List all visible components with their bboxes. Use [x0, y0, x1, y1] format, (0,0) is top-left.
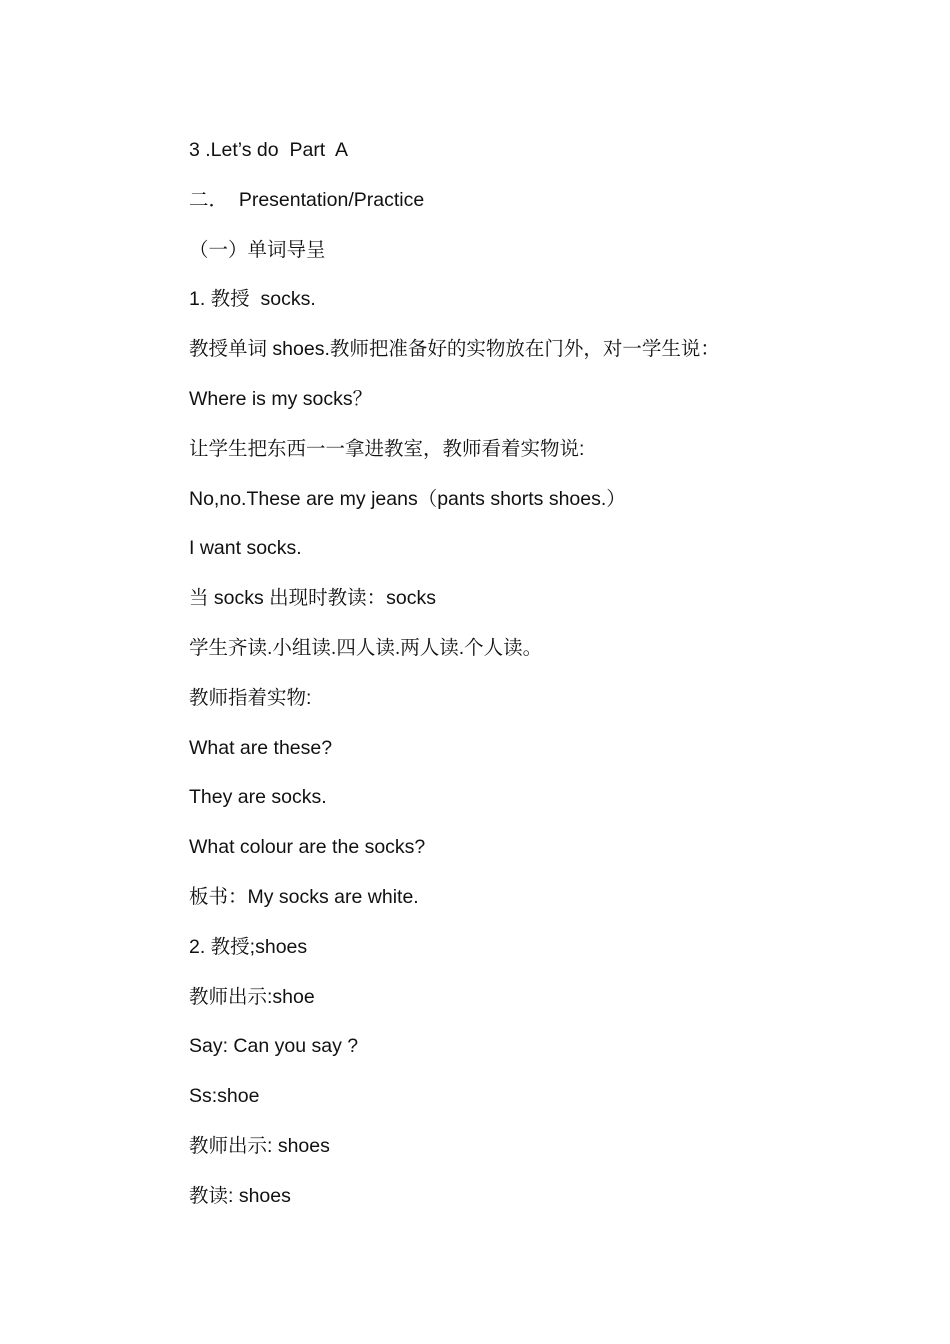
text-line: 教师出示:shoe — [189, 985, 315, 1008]
text-line: 学生齐读.小组读.四人读.两人读.个人读。 — [189, 636, 543, 659]
text-line: They are socks. — [189, 786, 327, 809]
text-line: What colour are the socks? — [189, 836, 426, 859]
text-line: （一）单词导呈 — [189, 238, 326, 261]
text-line: Say: Can you say ? — [189, 1035, 359, 1058]
text-line: Where is my socks？ — [189, 387, 373, 410]
text-line: 当 socks 出现时教读：socks — [189, 587, 437, 610]
document-body — [189, 136, 889, 1232]
text-line: 教授单词 shoes.教师把准备好的实物放在门外，对一学生说： — [189, 338, 720, 361]
text-line: 教读: shoes — [189, 1184, 291, 1207]
text-line: What are these? — [189, 736, 333, 759]
text-line: I want socks. — [189, 537, 302, 560]
text-line: Ss:shoe — [189, 1085, 260, 1108]
text-line: 教师出示: shoes — [189, 1134, 330, 1157]
text-line: 板书：My socks are white. — [189, 885, 419, 908]
text-line: 教师指着实物: — [189, 686, 312, 709]
text-line: 2. 教授;shoes — [189, 935, 308, 958]
text-line: 二． Presentation/Practice — [189, 188, 425, 211]
text-line: 3 .Let’s do Part A — [189, 139, 348, 161]
text-line: No,no.These are my jeans（pants shorts shoes.） — [189, 487, 626, 510]
text-line: 1. 教授 socks. — [189, 288, 316, 311]
text-line: 让学生把东西一一拿进教室，教师看着实物说: — [189, 437, 585, 460]
